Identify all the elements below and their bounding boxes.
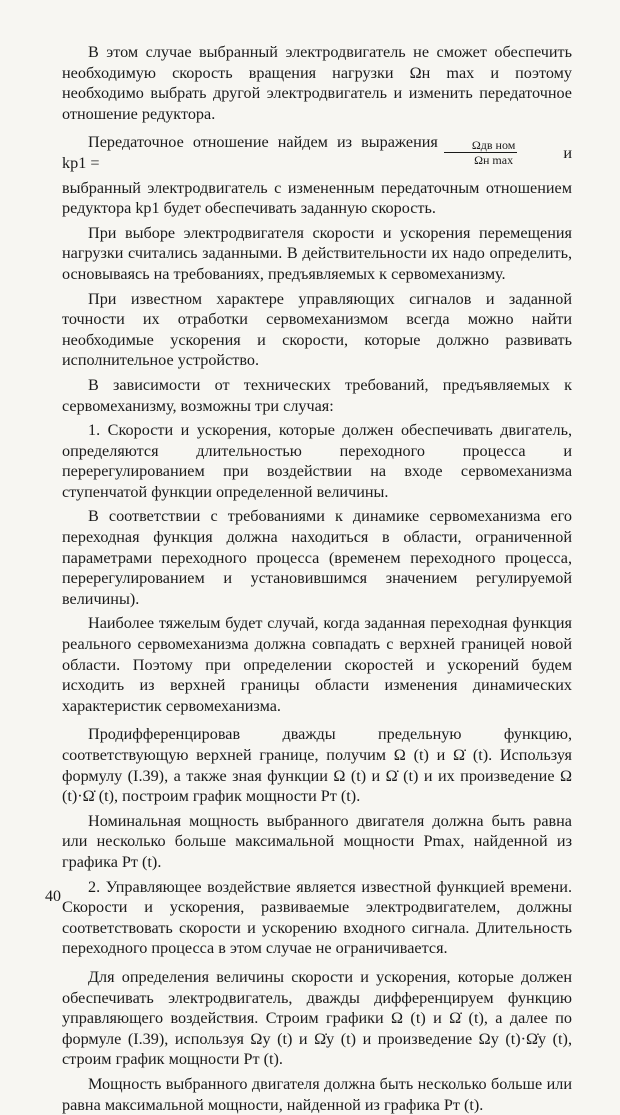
formula-continuation: выбранный электродвигатель с измененным передаточным отношением редуктора kр1 будет обеспечивать заданную скорость. — [62, 178, 572, 218]
paragraph-12: Мощность выбранного двигателя должна быть несколько больше или равна максимальной мощности, найденной из графика Pт (t). — [62, 1074, 572, 1114]
fraction-denominator: Ωн max — [474, 153, 514, 168]
paragraph-9: Номинальная мощность выбранного двигателя должна быть равна или несколько больше максимальной мощности Pmax, найденной из графика Pт (t). — [62, 811, 572, 871]
paragraph-6: В соответствии с требованиями к динамике сервомеханизма его переходная функция должна находиться в области, ограниченной параметрами переходного процесса (временем переходного процесса, перерегулированием и установившимся значением регулируемой величины). — [62, 507, 572, 608]
gear-ratio-fraction — [444, 138, 517, 167]
fraction-numerator: Ωдв ном — [444, 138, 517, 153]
paragraph-4: В зависимости от технических требований, предъявляемых к сервомеханизму, возможны три случая: — [62, 375, 572, 415]
paragraph-case-1: 1. Скорости и ускорения, которые должен обеспечивать двигатель, определяются длительностью переходного процесса и перерегулированием при воздействии на входе сервомеханизма ступенчатой функции определенной величины. — [62, 421, 572, 501]
paragraph-1: В этом случае выбранный электродвигатель не сможет обеспечить необходимую скорость вращения нагрузки Ωн max и поэтому необходимо выбрать другой электродвигатель и изменить передаточное отношение редуктора. — [62, 43, 572, 123]
formula-trail-text: и — [563, 143, 572, 162]
paragraph-3: При известном характере управляющих сигналов и заданной точности их отработки сервомеханизмом всегда можно найти необходимые ускорения и скорости, которые должно развивать исполнительное устройство. — [62, 289, 572, 370]
paragraph-7: Наиболее тяжелым будет случай, когда заданная переходная функция реального сервомеханизма должна совпадать с верхней границей новой области. Поэтому при определении скоростей и ускорений будем исходить из верхней границы области изменения динамических характеристик сервомеханизма. — [62, 614, 572, 715]
paragraph-case-2: 2. Управляющее воздействие является известной функцией времени. Скорости и ускорения, развиваемые электродвигателем, должны соответствовать скорости и ускорению входного сигнала. Длительность переходного процесса в этом случае не ограничивается. — [62, 877, 572, 958]
formula-lead-text: Передаточное отношение найдем из выражения kр1 = — [62, 133, 438, 172]
paragraph-8: Продифференцировав дважды предельную функцию, соответствующую верхней границе, получим Ω (t) и Ω̇ (t). Используя формулу (I.39), а также зная функции Ω (t) и Ω̇ (t) и их произведение Ω (t)·Ω̇ (t), построим график мощности Pт (t). — [62, 725, 572, 806]
page-number: 40 — [45, 888, 61, 905]
paragraph-11: Для определения величины скорости и ускорения, которые должен обеспечивать электродвигатель, дважды дифференцируем функцию управляющего воздействия. Строим графики Ω (t) и Ω̇ (t), а далее по формуле (I.39), используя Ωу (t) и Ω̇у (t) и произведение Ωу (t)·Ω̇у (t), строим график мощности Pт (t). — [62, 967, 572, 1069]
formula-paragraph — [62, 132, 572, 173]
paragraph-2: При выборе электродвигателя скорости и ускорения перемещения нагрузки считались заданными. В действительности их надо определить, основываясь на требованиях, предъявляемых к сервомеханизму. — [62, 223, 572, 283]
